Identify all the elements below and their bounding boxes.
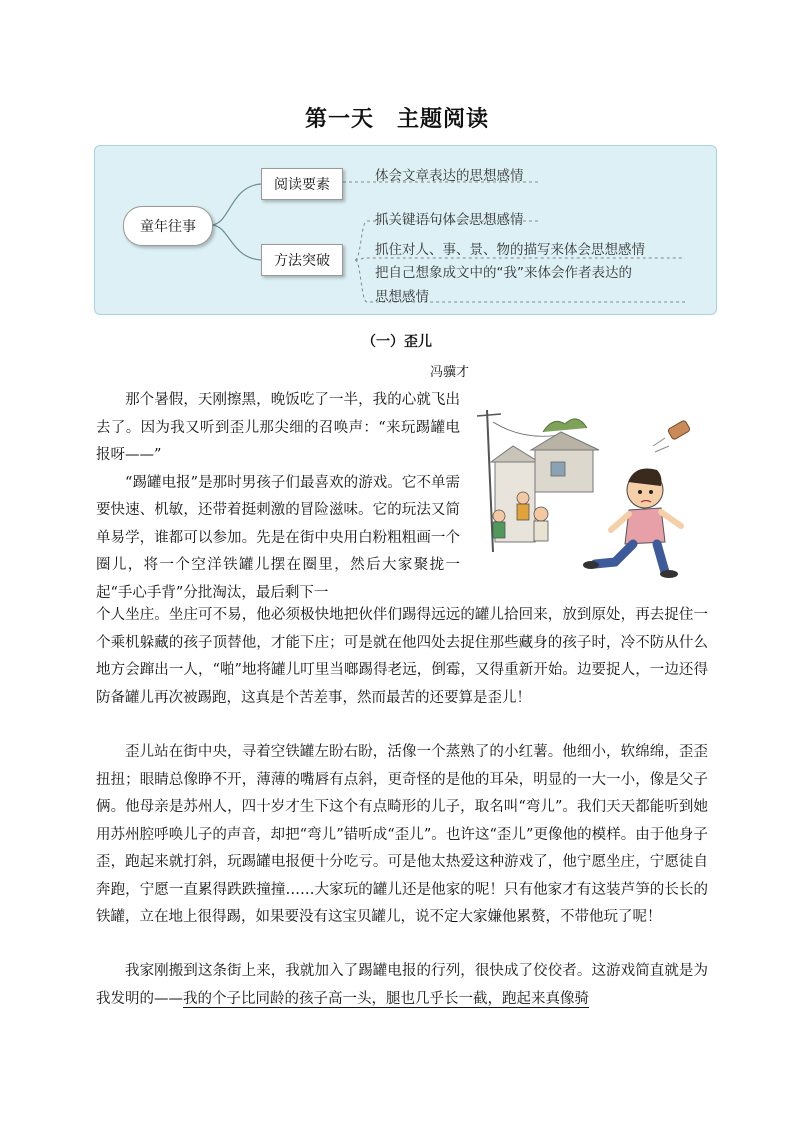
story-text: “踢罐电报”是那时男孩子们最喜欢的游戏。它不单需要快速、机敏，还带着挺刺激的冒险滋味。它的玩法又简单易学，谁都可以参加。先是在街中央用白粉粗粗画一个圈儿，将一个空洋铁罐儿摆在圈里，然后大家聚拢一起“手心手背”分批淘汰，最后剩下一 [96, 474, 460, 601]
mindmap-root: 童年往事 [123, 206, 213, 246]
mindmap-leaf: 体会文章表达的思想感情 [375, 168, 524, 184]
mindmap-leaf: 思想感情 [375, 289, 429, 305]
story-illustration [465, 402, 703, 580]
story-paragraph-2-continued: 个人坐庄。坐庄可不易，他必须极快地把伙伴们踢得远远的罐儿拾回来，放到原处，再去捉住一个乘机躲藏的孩子顶替他，才能下庄；可是就在他四处去捉住那些藏身的孩子时，冷不防从什么地方会蹿出一人，“啪”地将罐儿叮里当啷踢得老远，倒霉，又得重新开始。边要捉人，一边还得防备罐儿再次被踢跑，这真是个苦差事，然而最苦的还要算是歪儿！ [96, 607, 708, 706]
story-paragraph-1 [96, 387, 460, 607]
story-author: 冯骥才 [430, 365, 470, 380]
story-text: 那个暑假，天刚擦黑，晚饭吃了一半，我的心就飞出去了。因为我又听到歪儿那尖细的召唤声：“来玩踢罐电报呀——” [96, 392, 460, 463]
story-underlined-text: 我的个子比同龄的孩子高一头，腿也几乎长一截，跑起来真像骑 [183, 990, 589, 1007]
story-text: 我家刚搬到这条街上来，我就加入了踢罐电报的行列，很快成了佼佼者。这游戏简直就是为我发明的—— [96, 963, 708, 1007]
mindmap-leaf: 把自己想象成文中的“我”来体会作者表达的 [375, 265, 632, 281]
mindmap-leaf: 抓住对人、事、景、物的描写来体会思想感情 [375, 242, 645, 258]
story-paragraph-4 [96, 958, 708, 1013]
mindmap-branch-reading-elements: 阅读要素 [261, 168, 343, 200]
story-title: （一）歪儿 [362, 334, 432, 350]
page-title: 第一天 主题阅读 [304, 107, 489, 132]
mindmap-leaf: 抓关键语句体会思想感情 [375, 212, 524, 228]
mindmap-panel [94, 145, 717, 315]
story-paragraph-3: 歪儿站在街中央，寻着空铁罐左盼右盼，活像一个蒸熟了的小红薯。他细小，软绵绵，歪歪扭扭；眼睛总像睁不开，薄薄的嘴唇有点斜，更奇怪的是他的耳朵，明显的一大一小，像是父子俩。他母亲是苏州人，四十岁才生下这个有点畸形的儿子，取名叫“弯儿”。我们天天都能听到她用苏州腔呼唤儿子的声音，却把“弯儿”错听成“歪儿”。也许这“歪儿”更像他的模样。由于他身子歪，跑起来就打斜，玩踢罐电报便十分吃亏。可是他太热爱这种游戏了，他宁愿坐庄，宁愿徒自奔跑，宁愿一直累得跌跌撞撞……大家玩的罐儿还是他家的呢！只有他家才有这装芦笋的长长的铁罐，立在地上很得踢，如果要没有这宝贝罐儿，说不定大家嫌他累赘，不带他玩了呢！ [96, 744, 708, 925]
mindmap-branch-method-breakthrough: 方法突破 [261, 244, 343, 276]
